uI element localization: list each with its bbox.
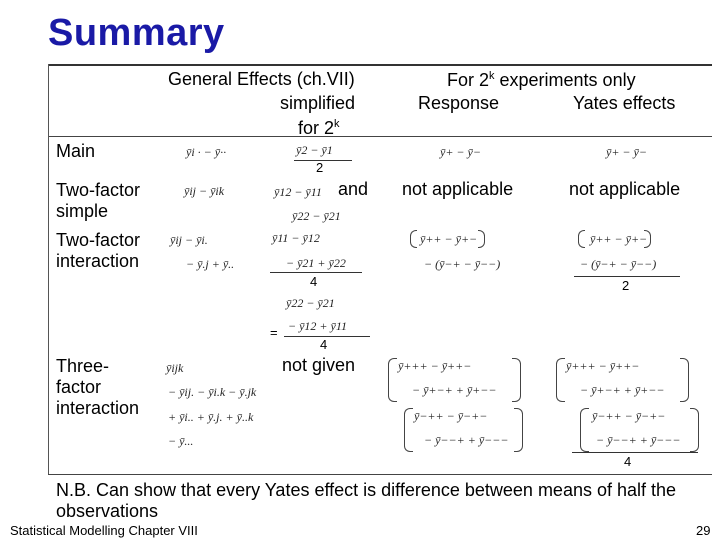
two-inter-simp-b1: ȳ22 − ȳ21 bbox=[286, 296, 335, 310]
header-for-2k-experiments: For 2$^k$ experiments only bbox=[447, 70, 636, 90]
two-inter-yates-a: ȳ++ − ȳ+− bbox=[590, 232, 648, 246]
main-general-formula: ȳi · − ȳ·· bbox=[186, 145, 227, 159]
two-inter-simp-mid: − ȳ21 + ȳ22 bbox=[286, 256, 346, 270]
row-label-main: Main bbox=[56, 141, 96, 161]
header-simplified: simplified bbox=[280, 93, 356, 113]
table-left-rule bbox=[48, 64, 49, 474]
three-yates-4: − ȳ−−+ + ȳ−−− bbox=[596, 433, 681, 447]
three-general-2: − ȳij. − ȳi.k − ȳ.jk bbox=[168, 385, 257, 399]
three-general-1: ȳijk bbox=[166, 361, 184, 375]
two-inter-yates-den: 2 bbox=[622, 278, 630, 293]
two-inter-simp-top: ȳ11 − ȳ12 bbox=[272, 231, 320, 245]
row-label-three-factor-interaction: Three- factor interaction bbox=[56, 356, 140, 418]
three-resp-4: − ȳ−−+ + ȳ−−− bbox=[424, 433, 509, 447]
two-simple-and: and bbox=[338, 179, 369, 199]
header-yates-effects: Yates effects bbox=[573, 93, 676, 113]
two-inter-general-a: ȳij − ȳi. bbox=[170, 233, 208, 247]
three-yates-3: ȳ−++ − ȳ−+− bbox=[592, 409, 666, 423]
main-yates-formula: ȳ+ − ȳ− bbox=[606, 145, 647, 159]
row-label-two-factor-interaction: Two-factor interaction bbox=[56, 230, 141, 271]
three-simplified: not given bbox=[282, 355, 356, 375]
three-resp-paren-left-2 bbox=[404, 408, 413, 452]
two-inter-resp-a: ȳ++ − ȳ+− bbox=[420, 232, 478, 246]
page-number: 29 bbox=[696, 523, 711, 538]
three-yates-1: ȳ+++ − ȳ++− bbox=[566, 359, 640, 373]
header-for-2k: for 2$^k$ bbox=[298, 118, 340, 138]
header-general-effects: General Effects (ch.VII) bbox=[168, 69, 355, 89]
two-inter-yates-paren-left bbox=[578, 230, 585, 248]
note-text: N.B. Can show that every Yates effect is difference between means of half the observations bbox=[56, 480, 677, 521]
header-response: Response bbox=[418, 93, 500, 113]
three-yates-paren-right-2 bbox=[690, 408, 699, 452]
row-label-two-factor-simple: Two-factor simple bbox=[56, 180, 141, 221]
main-response-formula: ȳ+ − ȳ− bbox=[440, 145, 481, 159]
three-resp-paren-right-1 bbox=[512, 358, 521, 402]
three-yates-paren-left-1 bbox=[556, 358, 565, 402]
two-simple-general-formula: ȳij − ȳik bbox=[184, 184, 225, 198]
two-inter-simp-b-den: 4 bbox=[320, 337, 328, 352]
two-inter-simp-b2: − ȳ12 + ȳ11 bbox=[288, 319, 347, 333]
two-inter-resp-paren-right bbox=[478, 230, 485, 248]
three-general-4: − ȳ... bbox=[168, 434, 194, 448]
two-inter-yates-b: − (ȳ−+ − ȳ−−) bbox=[580, 257, 657, 271]
three-yates-2: − ȳ+−+ + ȳ+−− bbox=[580, 383, 665, 397]
three-resp-paren-left-1 bbox=[388, 358, 397, 402]
three-yates-den: 4 bbox=[624, 454, 632, 469]
page-title: Summary bbox=[48, 12, 225, 54]
two-simple-formula-a: ȳ12 − ȳ11 bbox=[274, 185, 322, 199]
two-inter-simp-bar bbox=[270, 272, 362, 273]
two-inter-simp-b-bar bbox=[284, 336, 370, 337]
three-yates-bar bbox=[572, 452, 698, 453]
three-general-3: + ȳi.. + ȳ.j. + ȳ..k bbox=[168, 410, 254, 424]
header-bottom-rule bbox=[48, 136, 712, 137]
two-inter-simp-b-eq: = bbox=[270, 325, 278, 340]
two-inter-resp-paren-left bbox=[410, 230, 417, 248]
two-inter-simp-den: 4 bbox=[310, 274, 318, 289]
two-inter-resp-b: − (ȳ−+ − ȳ−−) bbox=[424, 257, 501, 271]
footer-left: Statistical Modelling Chapter VIII bbox=[10, 523, 198, 538]
two-simple-formula-b: ȳ22 − ȳ21 bbox=[292, 209, 341, 223]
two-simple-yates: not applicable bbox=[569, 179, 681, 199]
two-inter-general-b: − ȳ.j + ȳ.. bbox=[186, 257, 235, 271]
main-simplified-denominator: 2 bbox=[316, 160, 324, 175]
three-resp-paren-right-2 bbox=[514, 408, 523, 452]
two-simple-response: not applicable bbox=[402, 179, 514, 199]
three-resp-1: ȳ+++ − ȳ++− bbox=[398, 359, 472, 373]
table-top-rule bbox=[48, 64, 712, 66]
two-inter-yates-bar bbox=[574, 276, 680, 277]
two-inter-yates-paren-right bbox=[644, 230, 651, 248]
three-resp-2: − ȳ+−+ + ȳ+−− bbox=[412, 383, 497, 397]
table-bottom-rule bbox=[48, 474, 712, 475]
three-yates-paren-left-2 bbox=[580, 408, 589, 452]
three-yates-paren-right-1 bbox=[680, 358, 689, 402]
three-resp-3: ȳ−++ − ȳ−+− bbox=[414, 409, 488, 423]
main-simplified-numerator: ȳ2 − ȳ1 bbox=[296, 143, 333, 157]
